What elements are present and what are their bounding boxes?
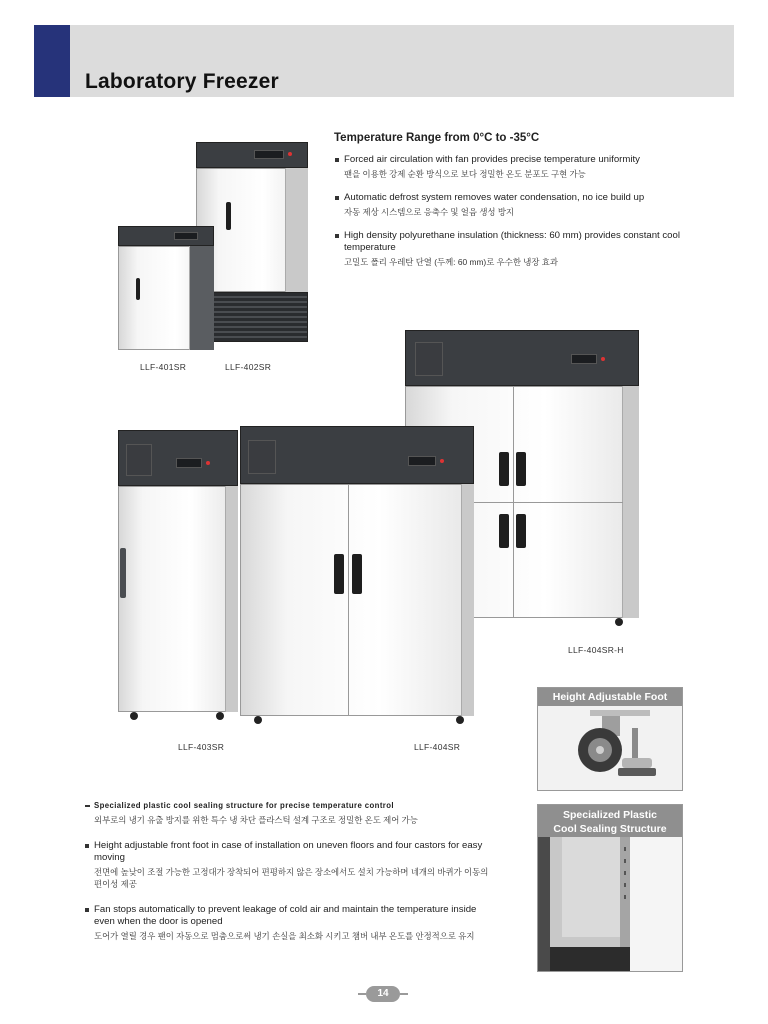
- caster-wheel: [216, 712, 224, 720]
- feature-item: [84, 904, 494, 942]
- feature-item: [334, 154, 684, 180]
- model-label: LLF-404SR-H: [568, 645, 624, 655]
- feature-item: [334, 192, 684, 218]
- feature-text-en: Fan stops automatically to prevent leakage of cold air and maintain the temperature inside even when the door is opened: [84, 904, 494, 928]
- model-label: LLF-402SR: [225, 362, 272, 372]
- freezer-side: [285, 168, 308, 292]
- freezer-door: [118, 486, 238, 712]
- freezer-side: [189, 246, 214, 350]
- freezer-doors: [240, 484, 474, 716]
- door-handle: [334, 554, 344, 594]
- door-handle: [516, 452, 526, 486]
- door-handle: [352, 554, 362, 594]
- feature-item: [84, 840, 494, 890]
- model-label: LLF-404SR: [414, 742, 461, 752]
- page-number: 14: [366, 986, 400, 1002]
- freezer-llf-404sr-image: [240, 426, 474, 724]
- display-panel: [254, 150, 284, 159]
- indicator-light: [206, 461, 210, 465]
- cool-sealing-structure-photo: [537, 804, 683, 972]
- door-seam: [348, 484, 349, 716]
- feature-text-en: Specialized plastic cool sealing structure for precise temperature control: [84, 800, 494, 812]
- indicator-light: [288, 152, 292, 156]
- control-panel: [118, 226, 214, 246]
- intro-features: [334, 132, 684, 280]
- photo-title-line: Specialized Plastic: [563, 809, 657, 821]
- feature-text-ko: 자동 제상 시스템으로 응축수 및 얼음 생성 방지: [344, 207, 515, 217]
- feature-text-en: Forced air circulation with fan provides precise temperature uniformity: [334, 154, 684, 166]
- display-panel: [176, 458, 202, 468]
- indicator-light: [440, 459, 444, 463]
- temperature-range-heading: Temperature Range from 0°C to -35°C: [334, 132, 540, 144]
- display-panel: [571, 354, 597, 364]
- feature-text-ko: 외부로의 냉기 유출 방지를 위한 특수 냉 차단 플라스틱 설계 구조로 정밀한 온도 제어 가능: [94, 815, 418, 825]
- freezer-side: [622, 386, 639, 618]
- caster-wheel: [254, 716, 262, 724]
- door-handle: [499, 514, 509, 548]
- photo-title: [538, 805, 682, 837]
- door-handle: [136, 278, 140, 300]
- feature-text-en: Height adjustable front foot in case of installation on uneven floors and four castors for easy moving: [84, 840, 494, 864]
- door-handle: [516, 514, 526, 548]
- door-handle: [499, 452, 509, 486]
- photo-title: Height Adjustable Foot: [538, 688, 682, 706]
- freezer-llf-403sr-image: [118, 430, 238, 720]
- feature-text-ko: 고밀도 폴리 우레탄 단열 (두께: 60 mm)로 우수한 냉장 효과: [344, 257, 558, 267]
- freezer-side: [461, 484, 474, 716]
- feature-text-en: High density polyurethane insulation (thickness: 60 mm) provides constant cool temperature: [334, 230, 684, 254]
- vent-grille: [415, 342, 443, 376]
- feature-text-ko: 팬을 이용한 강제 순환 방식으로 보다 정밀한 온도 분포도 구현 가능: [344, 169, 586, 179]
- caster-wheel: [615, 618, 623, 626]
- feature-item: [84, 800, 494, 826]
- model-label: LLF-401SR: [140, 362, 187, 372]
- door-handle: [120, 548, 126, 598]
- feature-text-ko: 전면에 높낮이 조절 가능한 고정대가 장착되어 편평하지 않은 장소에서도 설치 가능하며 네개의 바퀴가 이동의 편이성 제공: [94, 867, 489, 889]
- feature-item: [334, 230, 684, 268]
- sealing-structure-illustration: [538, 837, 682, 971]
- model-label: LLF-403SR: [178, 742, 225, 752]
- caster-foot-illustration: [538, 706, 682, 790]
- indicator-light: [601, 357, 605, 361]
- vent-grille: [126, 444, 152, 476]
- caster-wheel: [456, 716, 464, 724]
- freezer-llf-401sr-image: [118, 226, 214, 350]
- feature-text-ko: 도어가 열릴 경우 팬이 자동으로 멈춤으로써 냉기 손실을 최소화 시키고 챔버 내부 온도를 안정적으로 유지: [94, 931, 475, 941]
- page-title: Laboratory Freezer: [85, 70, 279, 93]
- caster-wheel: [130, 712, 138, 720]
- header-accent-bar: [34, 25, 70, 97]
- photo-title-line: Cool Sealing Structure: [553, 823, 667, 835]
- door-handle: [226, 202, 231, 230]
- bottom-features: [84, 800, 494, 956]
- vent-grille: [248, 440, 276, 474]
- height-adjustable-foot-photo: [537, 687, 683, 791]
- feature-text-en: Automatic defrost system removes water condensation, no ice build up: [334, 192, 684, 204]
- freezer-side: [225, 486, 238, 712]
- display-panel: [174, 232, 198, 240]
- display-panel: [408, 456, 436, 466]
